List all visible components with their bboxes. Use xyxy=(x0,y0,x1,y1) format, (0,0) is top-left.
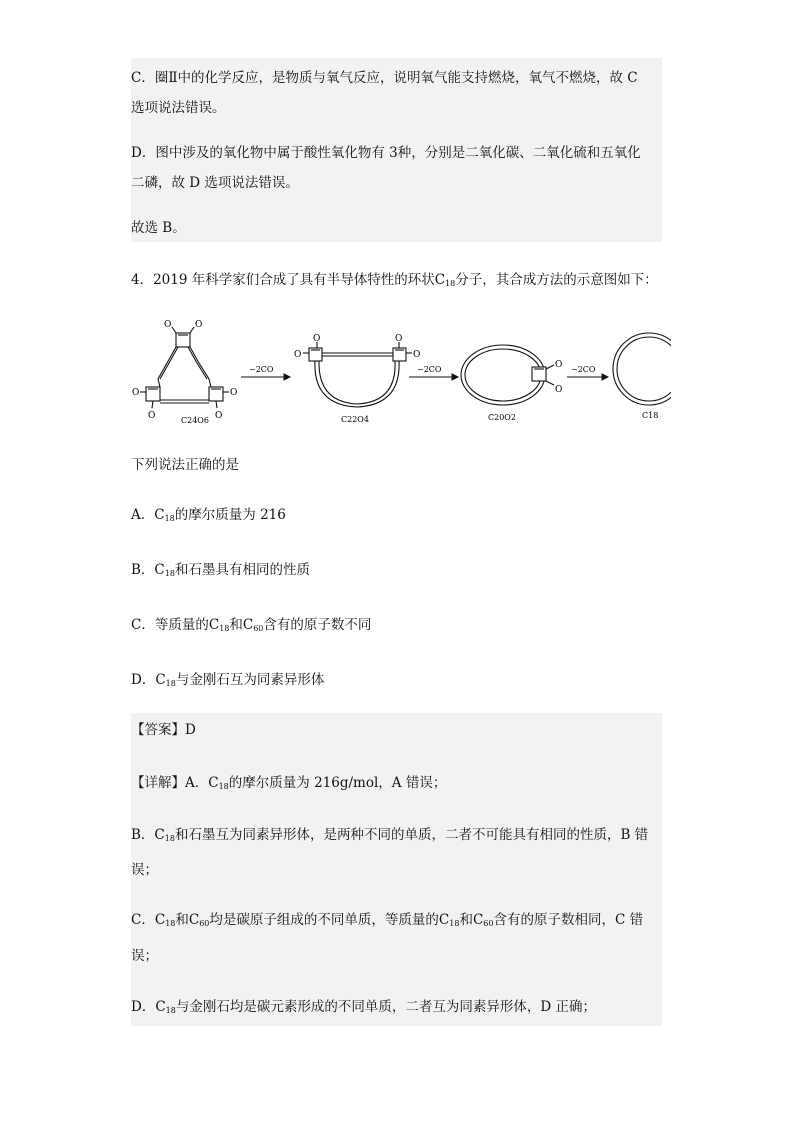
option-b: B．$C_{18}$和石墨具有相同的性质 xyxy=(131,562,310,578)
chem-c18: $C_{18}$ xyxy=(155,999,176,1015)
reaction-arrow-1 xyxy=(241,374,290,380)
molecule-c22o4 xyxy=(303,342,412,407)
chem-c18: $C_{18}$ xyxy=(208,775,229,791)
chem-c18: $C_{18}$ xyxy=(208,617,230,633)
answer: 【答案】D xyxy=(131,722,196,738)
chem-c18: $C_{18}$ xyxy=(154,912,176,928)
o-label: O xyxy=(555,360,563,370)
prev-c-line1: C．圈Ⅱ中的化学反应，是物质与氧气反应，说明氧气能支持燃烧，氧气不燃烧，故 C xyxy=(131,70,638,86)
o-label: O xyxy=(230,388,238,398)
prev-c-line2: 选项说法错误。 xyxy=(131,100,226,116)
mol1-label: C24O6 xyxy=(181,416,209,425)
q4-stem-pre: 4．2019 年科学家们合成了具有半导体特性的环状 xyxy=(131,272,435,288)
o-label: O xyxy=(195,320,203,330)
prev-conclusion: 故选 B。 xyxy=(131,220,186,236)
q4-stem-post: 分子，其合成方法的示意图如下： xyxy=(455,272,658,288)
o-label: O xyxy=(413,350,421,360)
option-c: C．等质量的$C_{18}$和$C_{60}$含有的原子数不同 xyxy=(131,617,372,633)
chem-c18: $C_{18}$ xyxy=(438,912,460,928)
q4-prompt: 下列说法正确的是 xyxy=(131,457,239,473)
mol4-label: C18 xyxy=(642,411,659,420)
o-label: O xyxy=(164,320,172,330)
o-label: O xyxy=(215,411,223,421)
explanation-c: C．$C_{18}$和$C_{60}$均是碳原子组成的不同单质，等质量的$C_{18}$和$C_{60}$含有的原子数相同，C 错 xyxy=(131,912,644,928)
chem-c60: $C_{60}$ xyxy=(472,912,494,928)
arrow-label-1: −2CO xyxy=(249,365,274,374)
explanation-a: 【详解】A．$C_{18}$的摩尔质量为 216g/mol，A 错误； xyxy=(131,775,447,791)
o-label: O xyxy=(148,411,156,421)
explanation-b-line2: 误； xyxy=(131,862,158,878)
molecule-c18 xyxy=(613,333,671,405)
q4-stem xyxy=(131,270,658,294)
chem-c18: $C_{18}$ xyxy=(154,827,175,843)
molecule-c20o2 xyxy=(461,345,554,405)
option-d: D．$C_{18}$与金刚石互为同素异形体 xyxy=(131,672,325,688)
option-a: A．$C_{18}$的摩尔质量为 216 xyxy=(131,507,286,523)
chem-c18: $C_{18}$ xyxy=(154,507,175,523)
o-label: O xyxy=(313,334,321,344)
explanation-d: D．$C_{18}$与金刚石均是碳元素形成的不同单质，二者互为同素异形体，D 正确； xyxy=(131,999,596,1015)
chem-c60: $C_{60}$ xyxy=(188,912,210,928)
chem-c18: $C_{18}$ xyxy=(154,562,175,578)
chem-c18: $C_{18}$ xyxy=(155,672,176,688)
explanation-b: B．$C_{18}$和石墨互为同素异形体，是两种不同的单质，二者不可能具有相同的性质，B 错 xyxy=(131,827,649,843)
answer-explanation-bg xyxy=(131,713,662,1026)
prev-d-line1: D．图中涉及的氧化物中属于酸性氧化物有 3种，分别是二氧化碳、二氧化硫和五氧化 xyxy=(131,145,641,161)
mol3-label: C20O2 xyxy=(488,413,516,422)
prev-d-line2: 二磷，故 D 选项说法错误。 xyxy=(131,175,299,191)
reaction-arrow-3 xyxy=(567,374,608,380)
arrow-label-2: −2CO xyxy=(417,365,442,374)
reaction-arrow-2 xyxy=(409,374,458,380)
mol2-label: C22O4 xyxy=(341,415,369,424)
chem-c60: $C_{60}$ xyxy=(242,617,264,633)
o-label: O xyxy=(395,334,403,344)
explanation-c-line2: 误； xyxy=(131,948,158,964)
arrow-label-3: −2CO xyxy=(571,365,596,374)
chem-c18: $C_{18}$ xyxy=(434,272,456,288)
molecule-c24o6 xyxy=(140,327,229,408)
o-label: O xyxy=(132,388,140,398)
synthesis-diagram xyxy=(131,305,671,435)
o-label: O xyxy=(555,385,563,395)
o-label: O xyxy=(294,350,302,360)
